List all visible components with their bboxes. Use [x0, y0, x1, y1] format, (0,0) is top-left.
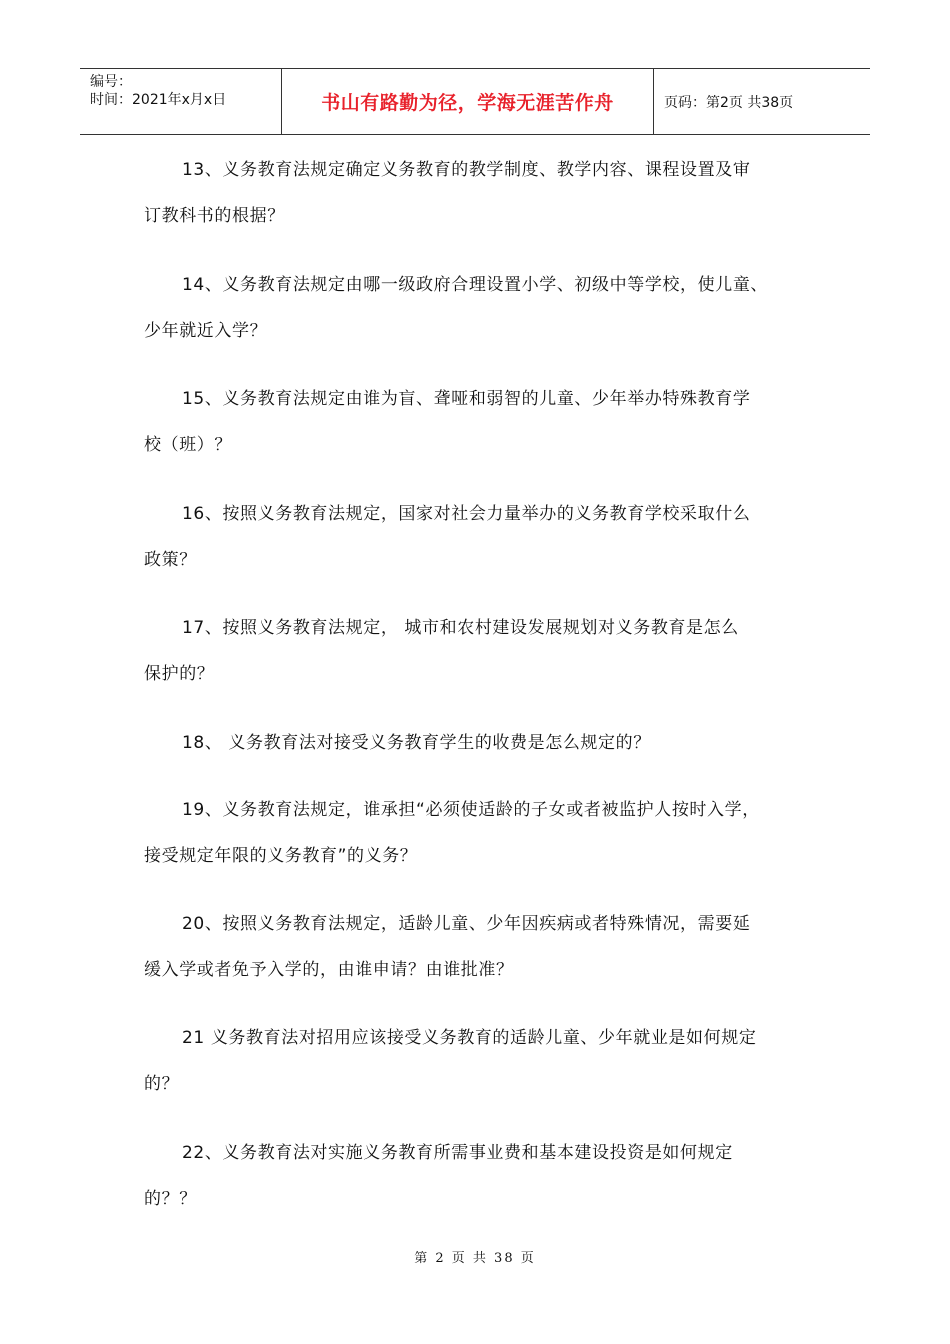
header-page-info: 页码：第2页 共38页	[664, 94, 794, 111]
question-line: 19、义务教育法规定，谁承担“必须使适龄的子女或者被监护人按时入学，	[182, 800, 760, 820]
question-line: 13、义务教育法规定确定义务教育的教学制度、教学内容、课程设置及审	[182, 160, 751, 180]
question-line: 缓入学或者免予入学的，由谁申请？由谁批准？	[144, 960, 514, 980]
question-line: 16、按照义务教育法规定，国家对社会力量举办的义务教育学校采取什么	[182, 504, 751, 524]
question-line: 订教科书的根据？	[144, 206, 285, 226]
question-line: 的？？	[144, 1189, 197, 1209]
question-22	[144, 1141, 824, 1211]
question-line: 14、义务教育法规定由哪一级政府合理设置小学、初级中等学校，使儿童、	[182, 275, 769, 295]
question-20	[144, 912, 824, 982]
question-line: 校（班）？	[144, 435, 232, 455]
question-14	[144, 273, 824, 343]
page-header	[80, 68, 870, 135]
page-footer: 第 2 页 共 38 页	[414, 1251, 536, 1266]
question-line: 接受规定年限的义务教育”的义务？	[144, 846, 418, 866]
question-line: 21 义务教育法对招用应该接受义务教育的适龄儿童、少年就业是如何规定	[182, 1028, 757, 1048]
question-line: 20、按照义务教育法规定，适龄儿童、少年因疾病或者特殊情况，需要延	[182, 914, 751, 934]
number-label: 编号：	[90, 74, 132, 90]
question-line: 政策？	[144, 550, 197, 570]
question-15	[144, 387, 824, 457]
time-label: 时间：2021年x月x日	[90, 92, 227, 108]
question-line: 22、义务教育法对实施义务教育所需事业费和基本建设投资是如何规定	[182, 1143, 733, 1163]
question-line: 17、按照义务教育法规定， 城市和农村建设发展规划对义务教育是怎么	[182, 618, 739, 638]
question-21	[144, 1026, 824, 1096]
question-16	[144, 502, 824, 572]
question-line: 少年就近入学？	[144, 321, 268, 341]
question-line: 15、义务教育法规定由谁为盲、聋哑和弱智的儿童、少年举办特殊教育学	[182, 389, 751, 409]
question-line: 18、 义务教育法对接受义务教育学生的收费是怎么规定的？	[182, 733, 651, 753]
question-17	[144, 616, 824, 686]
question-line: 的？	[144, 1074, 180, 1094]
question-19	[144, 798, 824, 868]
header-meta	[80, 69, 282, 134]
question-13	[144, 158, 824, 228]
header-motto: 书山有路勤为径，学海无涯苦作舟	[282, 69, 654, 134]
question-line: 保护的？	[144, 664, 215, 684]
question-18	[144, 731, 824, 755]
